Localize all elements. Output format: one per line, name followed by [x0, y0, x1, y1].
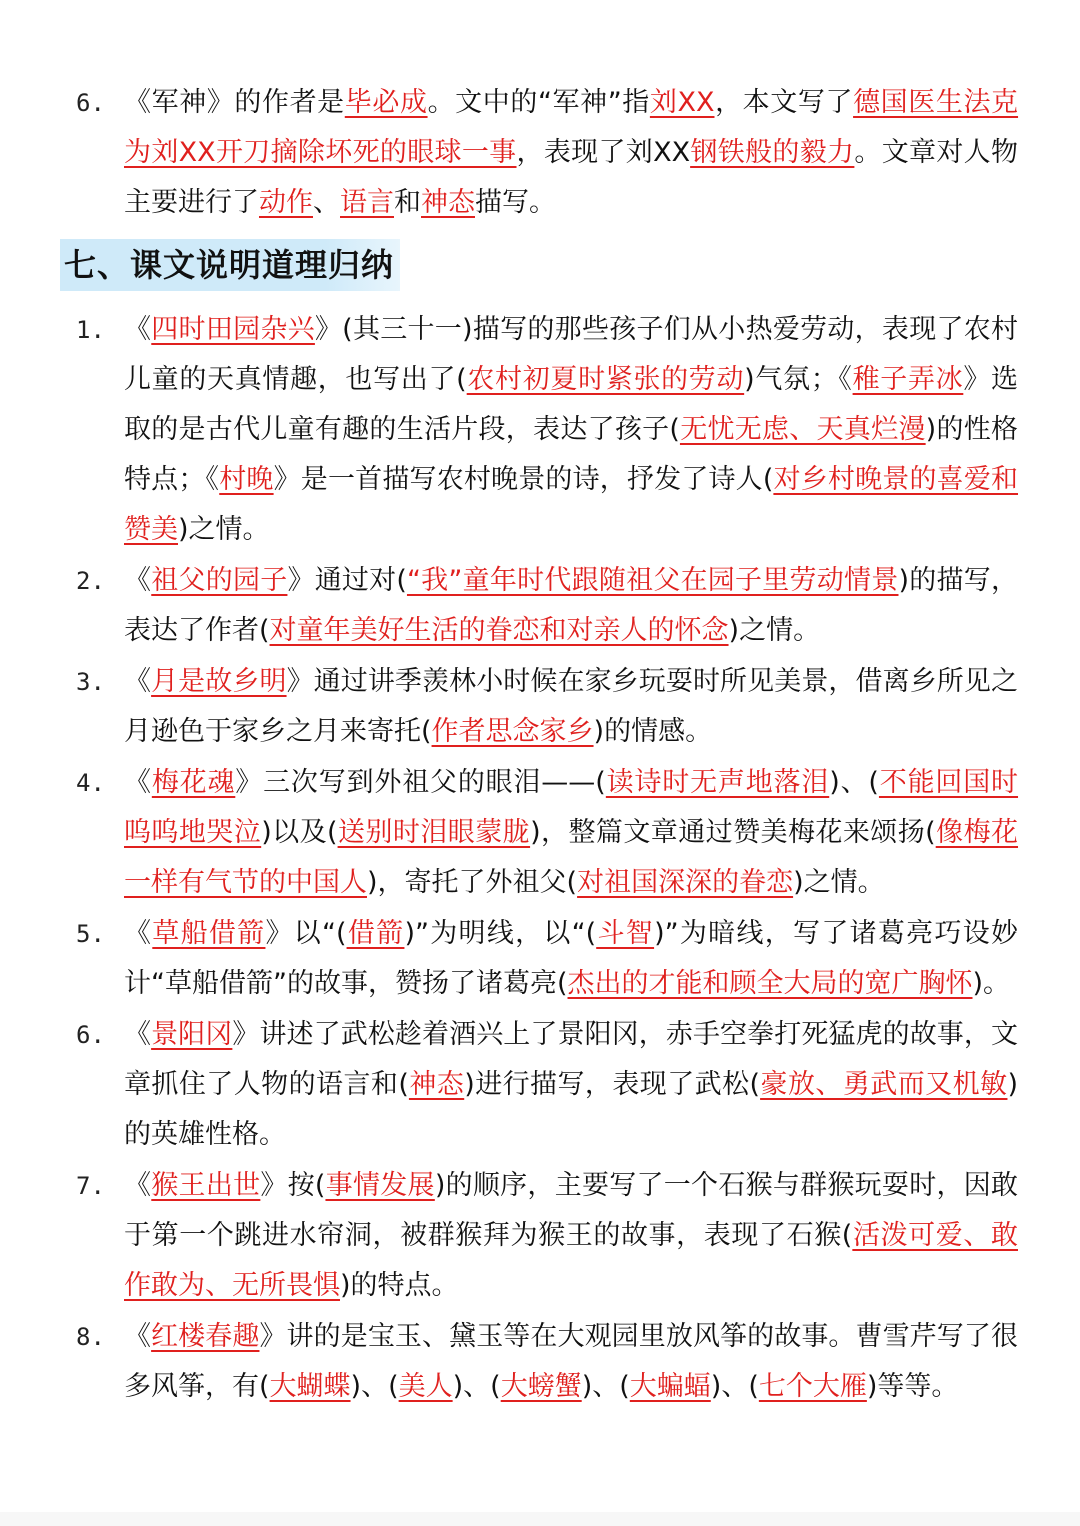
answer-text: 大蝙蝠	[629, 1371, 711, 1402]
answer-text: 景阳冈	[151, 1019, 233, 1050]
body-text: ，表现了刘XX	[516, 137, 691, 168]
answer-text: 稚子弄冰	[852, 364, 964, 395]
item-number: 1.	[76, 316, 105, 344]
body-text: 《	[124, 666, 152, 697]
list-item	[62, 909, 1018, 1009]
body-text: )”为明线，以“(	[404, 918, 597, 949]
body-text: )、(	[581, 1371, 630, 1402]
body-text: 。文中的“军神”指	[427, 87, 650, 118]
body-text: )等等。	[866, 1371, 959, 1402]
previous-section-list	[62, 78, 1018, 228]
answer-text: 大螃蟹	[500, 1371, 582, 1402]
body-text: 、	[313, 187, 340, 218]
body-text: )气氛；《	[744, 364, 853, 395]
answer-text: 美人	[398, 1371, 453, 1402]
body-text: )之情。	[728, 615, 821, 646]
body-text: 《	[124, 1019, 152, 1050]
answer-text: 钢铁般的毅力	[690, 137, 855, 168]
item-number: 4.	[76, 769, 105, 797]
item-number: 5.	[76, 920, 105, 948]
body-text: )的特点。	[340, 1270, 459, 1301]
body-text: )以及(	[261, 817, 338, 848]
answer-text: 大蝴蝶	[269, 1371, 351, 1402]
body-text: 》以“(	[265, 918, 347, 949]
answer-text: 豪放、勇武而又机敏	[760, 1069, 1008, 1100]
answer-text: 借箭	[346, 918, 405, 949]
body-text: 描写。	[475, 187, 556, 218]
item-number: 2.	[76, 567, 105, 595]
body-text: 》讲的是宝玉、黛玉等在大观园里放风筝的故事。曹雪芹写了很多风筝，有(	[124, 1321, 1018, 1402]
body-text: 《	[124, 918, 153, 949]
body-text: )，寄托了外祖父(	[367, 867, 578, 898]
answer-text: 对乡村晚景的喜爱和赞美	[124, 464, 1019, 545]
answer-text: 对祖国深深的眷恋	[577, 867, 794, 898]
body-text: )。	[972, 968, 1011, 999]
item-number: 6.	[76, 89, 105, 117]
answer-text: 动作	[259, 187, 313, 218]
body-text: )、(	[350, 1371, 399, 1402]
body-text: )的描写，表达了作者(	[124, 565, 1018, 646]
answer-text: 像梅花一样有气节的中国人	[124, 817, 1019, 898]
item-number: 6.	[76, 1021, 105, 1049]
list-item	[62, 305, 1018, 555]
list-item	[62, 556, 1018, 656]
answer-text: 四时田园杂兴	[151, 314, 315, 345]
body-text: )的顺序，主要写了一个石猴与群猴玩耍时，因敢于第一个跳进水帘洞，被群猴拜为猴王的故事，表现了石猴(	[124, 1170, 1019, 1251]
answer-text: 毕必成	[344, 87, 428, 118]
list-item	[62, 657, 1018, 757]
answer-text: 七个大雁	[758, 1371, 867, 1402]
body-text: 》是一首描写农村晚景的诗，抒发了诗人(	[273, 464, 774, 495]
body-text: 《	[124, 1170, 152, 1201]
item-number: 8.	[76, 1323, 105, 1351]
body-text: 《	[124, 314, 152, 345]
body-text: )进行描写，表现了武松(	[464, 1069, 761, 1100]
answer-text: 活泼可爱、敢作敢为、无所畏惧	[124, 1220, 1018, 1301]
body-text: 》通过讲季羡林小时候在家乡玩耍时所见美景，借离乡所见之月逊色于家乡之月来寄托(	[124, 666, 1018, 747]
answer-text: 祖父的园子	[151, 565, 288, 596]
body-text: )，整篇文章通过赞美梅花来颂扬(	[530, 817, 936, 848]
answer-text: 神态	[421, 187, 475, 218]
answer-text: 作者思念家乡	[431, 716, 594, 747]
body-text: )的情感。	[593, 716, 713, 747]
answer-text: 语言	[340, 187, 394, 218]
list-item	[62, 1312, 1018, 1412]
answer-text: 猴王出世	[151, 1170, 261, 1201]
summary-list	[62, 305, 1018, 1412]
answer-text: 神态	[408, 1069, 465, 1100]
body-text: )、(	[452, 1371, 501, 1402]
answer-text: 无忧无虑、天真烂漫	[679, 414, 926, 445]
section-heading: 七、课文说明道理归纳	[60, 239, 400, 291]
answer-text: 德国医生法克为刘XX开刀摘除坏死的眼球一事	[124, 87, 1019, 168]
answer-text: 农村初夏时紧张的劳动	[466, 364, 745, 395]
answer-text: 刘XX	[649, 87, 715, 118]
body-text: 《	[124, 565, 152, 596]
body-text: ，本文写了	[714, 87, 854, 118]
body-text: 》(其三十一)描写的那些孩子们从小热爱劳动，表现了农村儿童的天真情趣，也写出了(	[124, 314, 1019, 395]
answer-text: 事情发展	[325, 1170, 435, 1201]
list-item	[62, 1161, 1018, 1311]
answer-text: “我”童年时代跟随祖父在园子里劳动情景	[406, 565, 899, 596]
body-text: )、(	[710, 1371, 759, 1402]
body-text: )之情。	[178, 514, 270, 545]
answer-text: 斗智	[596, 918, 655, 949]
body-text: 》通过对(	[287, 565, 407, 596]
list-item	[62, 78, 1018, 228]
body-text: 》按(	[260, 1170, 326, 1201]
list-item	[62, 1010, 1018, 1160]
body-text: 》讲述了武松趁着酒兴上了景阳冈，赤手空拳打死猛虎的故事，文章抓住了人物的语言和(	[124, 1019, 1018, 1100]
list-item	[62, 758, 1018, 908]
body-text: )、(	[829, 767, 879, 798]
answer-text: 月是故乡明	[151, 666, 287, 697]
answer-text: 村晚	[219, 464, 274, 495]
body-text: 《军神》的作者是	[124, 87, 345, 118]
answer-text: 读诗时无声地落泪	[605, 767, 830, 798]
body-text: )的性格特点；《	[124, 414, 1018, 495]
body-text: )之情。	[793, 867, 885, 898]
body-text: 《	[124, 767, 152, 798]
answer-text: 对童年美好生活的眷恋和对亲人的怀念	[269, 615, 729, 646]
body-text: 。文章对人物主要进行了	[124, 137, 1019, 218]
body-text: 和	[394, 187, 421, 218]
answer-text: 送别时泪眼蒙胧	[337, 817, 531, 848]
answer-text: 梅花魂	[151, 767, 236, 798]
body-text: )”为暗线，写了诸葛亮巧设妙计“草船借箭”的故事，赞扬了诸葛亮(	[124, 918, 1019, 999]
body-text: )的英雄性格。	[124, 1069, 1019, 1150]
body-text: 》选取的是古代儿童有趣的生活片段，表达了孩子(	[124, 364, 1018, 445]
body-text: 》三次写到外祖父的眼泪——(	[235, 767, 606, 798]
item-number: 7.	[76, 1172, 105, 1200]
body-text: 《	[124, 1321, 152, 1352]
answer-text: 红楼春趣	[151, 1321, 260, 1352]
answer-text: 杰出的才能和顾全大局的宽广胸怀	[567, 968, 973, 999]
page-bottom-band	[0, 1512, 1080, 1526]
answer-text: 草船借箭	[152, 918, 266, 949]
answer-text: 不能回国时呜呜地哭泣	[124, 767, 1019, 848]
item-number: 3.	[76, 668, 105, 696]
